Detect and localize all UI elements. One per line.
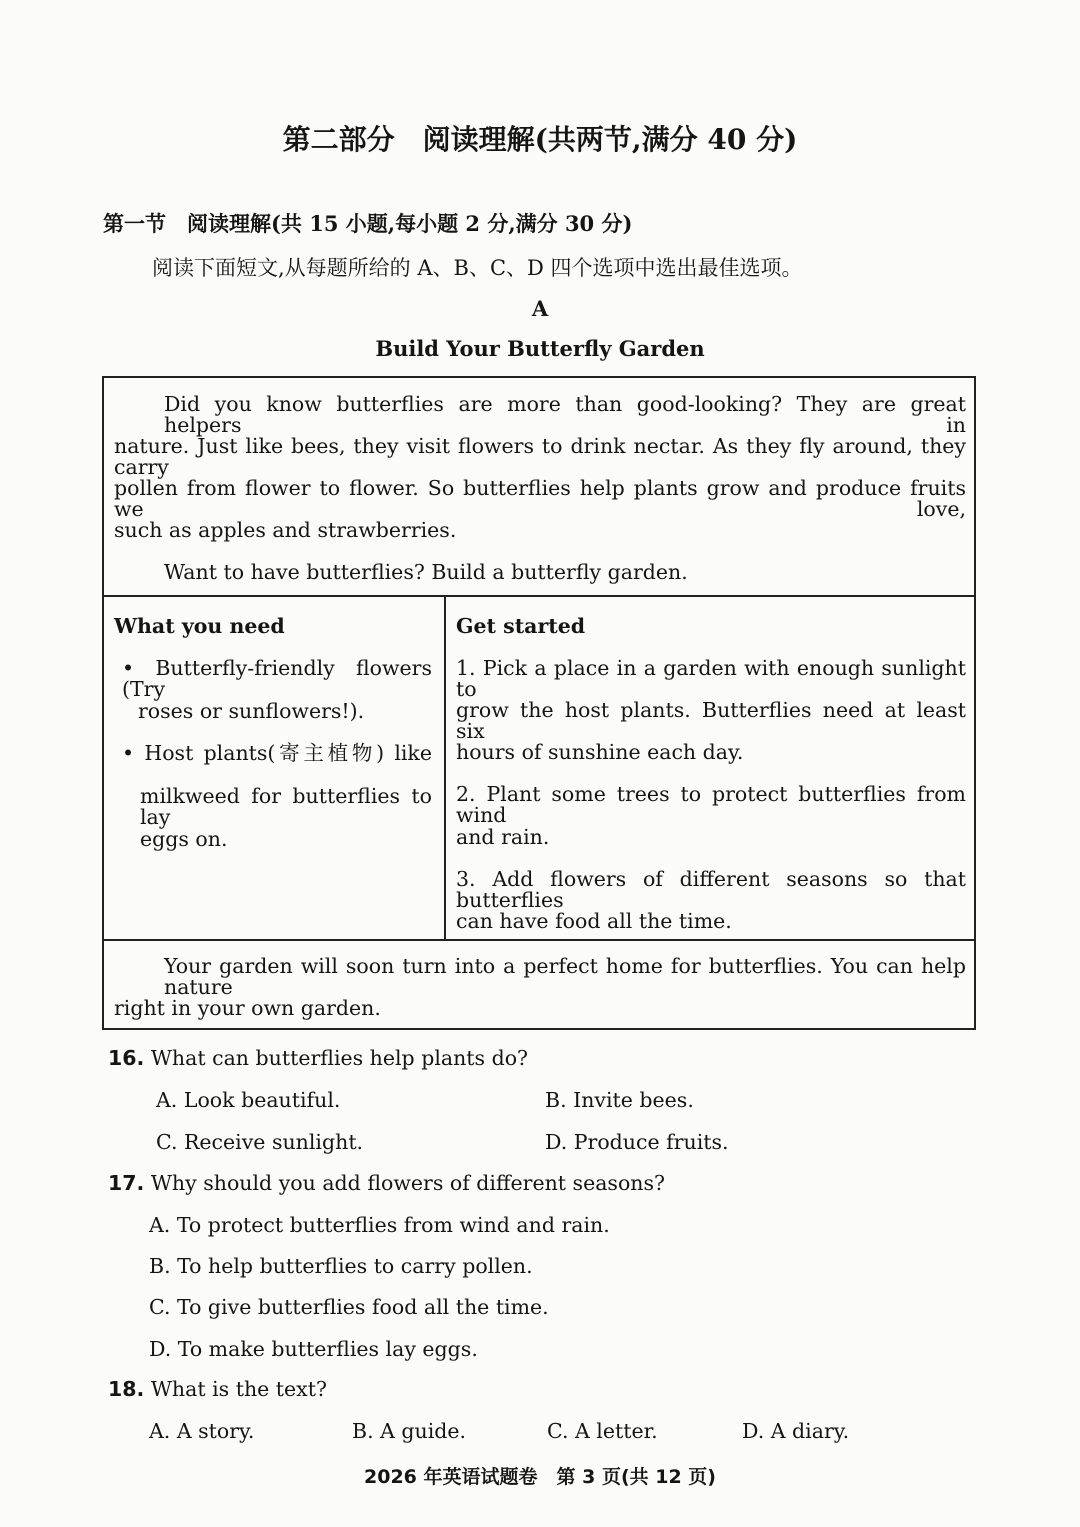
question-17 [108,1171,665,1195]
intro-line: pollen from flower to flower. So butterflies help plants grow and produce fruits we love, [114,476,966,521]
question-number: 16. [108,1046,145,1070]
divider-line [104,939,974,941]
option[interactable]: A. Look beautiful. [156,1088,341,1112]
option[interactable]: A. A story. [149,1419,255,1443]
instructions: 阅读下面短文,从每题所给的 A、B、C、D 四个选项中选出最佳选项。 [152,256,803,280]
option[interactable]: C. A letter. [547,1419,658,1443]
started-line: 1. Pick a place in a garden with enough sunlight to [456,656,966,701]
question-text: What can butterflies help plants do? [150,1046,529,1070]
closing-line: Your garden will soon turn into a perfect home for butterflies. You can help nature [164,954,966,999]
option[interactable]: C. To give butterflies food all the time. [149,1295,549,1319]
question-number: 17. [108,1171,145,1195]
need-line: milkweed for butterflies to lay [140,784,432,829]
need-line: eggs on. [140,827,228,851]
option[interactable]: D. A diary. [742,1419,850,1443]
started-line: hours of sunshine each day. [456,740,744,764]
need-line: • Host plants(寄主植物) like [122,741,432,765]
intro-line: such as apples and strawberries. [114,518,457,542]
started-line: and rain. [456,825,550,849]
need-line: • Butterfly-friendly flowers (Try [122,656,432,701]
passage-letter: A [531,296,549,321]
started-line: 3. Add flowers of different seasons so that butterflies [456,867,966,912]
question-18 [108,1377,327,1401]
option[interactable]: D. To make butterflies lay eggs. [149,1337,478,1361]
option[interactable]: B. Invite bees. [545,1088,694,1112]
started-line: can have food all the time. [456,909,732,933]
started-line: 2. Plant some trees to protect butterflies from wind [456,782,966,827]
need-line: roses or sunflowers!). [138,699,365,723]
question-text: Why should you add flowers of different seasons? [150,1171,666,1195]
section-heading: 第一节 阅读理解(共 15 小题,每小题 2 分,满分 30 分) [103,211,633,236]
option[interactable]: B. To help butterflies to carry pollen. [149,1254,533,1278]
option[interactable]: D. Produce fruits. [545,1130,729,1154]
closing-line: right in your own garden. [114,996,381,1020]
page-footer: 2026 年英语试题卷 第 3 页(共 12 页) [364,1466,716,1488]
passage-title: Build Your Butterfly Garden [375,336,705,361]
passage-box [102,376,976,1030]
intro-line: Did you know butterflies are more than good-looking? They are great helpers in [164,392,966,437]
column-divider [444,595,446,939]
started-heading: Get started [456,614,586,638]
question-number: 18. [108,1377,145,1401]
intro-line: nature. Just like bees, they visit flowers to drink nectar. As they fly around, they carry [114,434,966,479]
divider-line [104,595,974,597]
part-title: 第二部分 阅读理解(共两节,满分 40 分) [282,123,798,156]
option[interactable]: A. To protect butterflies from wind and rain. [149,1213,610,1237]
need-heading: What you need [114,614,285,638]
option[interactable]: C. Receive sunlight. [156,1130,364,1154]
option[interactable]: B. A guide. [352,1419,467,1443]
started-line: grow the host plants. Butterflies need at least six [456,698,966,743]
question-16 [108,1046,528,1070]
intro-line: Want to have butterflies? Build a butterfly garden. [164,560,688,584]
question-text: What is the text? [150,1377,327,1401]
